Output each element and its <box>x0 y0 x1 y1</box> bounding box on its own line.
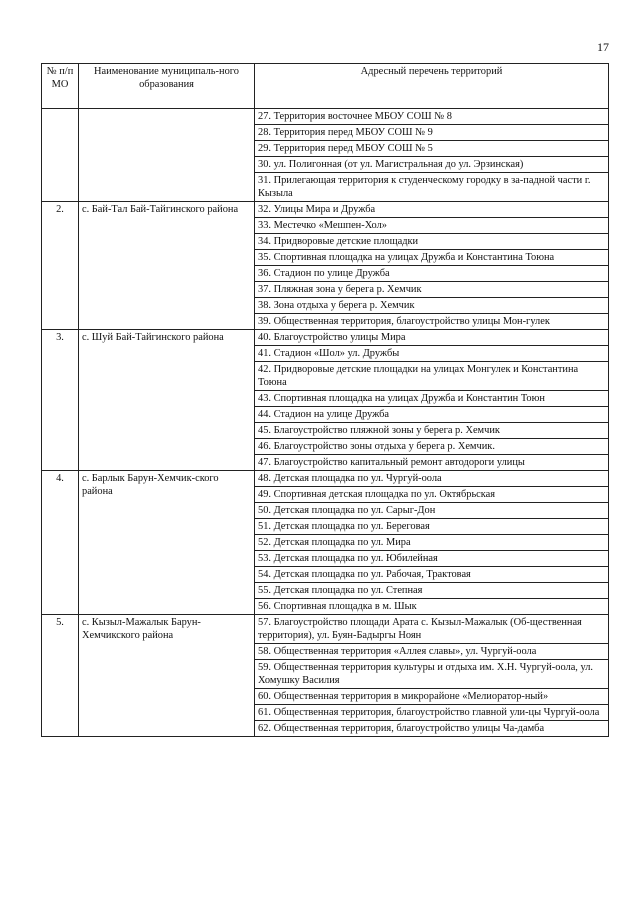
territory-item: 30. ул. Полигонная (от ул. Магистральная до ул. Эрзинская) <box>255 157 609 173</box>
table-body <box>42 109 609 737</box>
territory-item: 31. Прилегающая территория к студенческому городку в за-падной части г. Кызыла <box>255 173 609 202</box>
mo-name: с. Кызыл-Мажалык Барун-Хемчикского района <box>79 615 255 737</box>
table-row <box>42 330 609 346</box>
territory-item: 50. Детская площадка по ул. Сарыг-Дон <box>255 503 609 519</box>
mo-number: 3. <box>42 330 79 471</box>
territory-item: 58. Общественная территория «Аллея славы», ул. Чургуй-оола <box>255 644 609 660</box>
table-row <box>42 202 609 218</box>
mo-number-cell <box>42 109 79 202</box>
territory-item: 35. Спортивная площадка на улицах Дружба и Константина Тоюна <box>255 250 609 266</box>
table-header-row <box>42 64 609 109</box>
territory-item: 46. Благоустройство зоны отдыха у берега р. Хемчик. <box>255 439 609 455</box>
header-addresses: Адресный перечень территорий <box>255 64 609 109</box>
territory-item: 28. Территория перед МБОУ СОШ № 9 <box>255 125 609 141</box>
territory-item: 57. Благоустройство площади Арата с. Кызыл-Мажалык (Об-щественная территория), ул. Буян-Бадыргы Ноян <box>255 615 609 644</box>
table-row <box>42 109 609 125</box>
page-number: 17 <box>597 40 609 54</box>
header-number: № п/п МО <box>42 64 79 109</box>
territory-item: 40. Благоустройство улицы Мира <box>255 330 609 346</box>
mo-number: 4. <box>42 471 79 615</box>
mo-name: с. Барлык Барун-Хемчик-ского района <box>79 471 255 615</box>
territory-item: 36. Стадион по улице Дружба <box>255 266 609 282</box>
territory-item: 59. Общественная территория культуры и отдыха им. Х.Н. Чургуй-оола, ул. Хомушку Василия <box>255 660 609 689</box>
territory-item: 54. Детская площадка по ул. Рабочая, Трактовая <box>255 567 609 583</box>
territory-item: 53. Детская площадка по ул. Юбилейная <box>255 551 609 567</box>
territory-item: 51. Детская площадка по ул. Береговая <box>255 519 609 535</box>
table-row <box>42 471 609 487</box>
territory-item: 27. Территория восточнее МБОУ СОШ № 8 <box>255 109 609 125</box>
territory-table <box>41 63 609 737</box>
territory-item: 38. Зона отдыха у берега р. Хемчик <box>255 298 609 314</box>
territory-item: 62. Общественная территория, благоустройство улицы Ча-дамба <box>255 721 609 737</box>
territory-item: 43. Спортивная площадка на улицах Дружба и Константин Тоюн <box>255 391 609 407</box>
territory-item: 29. Территория перед МБОУ СОШ № 5 <box>255 141 609 157</box>
mo-name: с. Шуй Бай-Тайгинского района <box>79 330 255 471</box>
territory-item: 60. Общественная территория в микрорайоне «Мелиоратор-ный» <box>255 689 609 705</box>
territory-item: 42. Придворовые детские площадки на улицах Монгулек и Константина Тоюна <box>255 362 609 391</box>
mo-name: с. Бай-Тал Бай-Тайгинского района <box>79 202 255 330</box>
territory-item: 44. Стадион на улице Дружба <box>255 407 609 423</box>
territory-item: 45. Благоустройство пляжной зоны у берега р. Хемчик <box>255 423 609 439</box>
territory-item: 33. Местечко «Мешпен-Хол» <box>255 218 609 234</box>
territory-item: 61. Общественная территория, благоустройство главной ули-цы Чургуй-оола <box>255 705 609 721</box>
territory-item: 39. Общественная территория, благоустройство улицы Мон-гулек <box>255 314 609 330</box>
territory-item: 47. Благоустройство капитальный ремонт автодороги улицы <box>255 455 609 471</box>
table-row <box>42 615 609 644</box>
territory-item: 34. Придворовые детские площадки <box>255 234 609 250</box>
territory-item: 32. Улицы Мира и Дружба <box>255 202 609 218</box>
territory-item: 55. Детская площадка по ул. Степная <box>255 583 609 599</box>
mo-name-cell <box>79 109 255 202</box>
territory-item: 41. Стадион «Шол» ул. Дружбы <box>255 346 609 362</box>
mo-number: 2. <box>42 202 79 330</box>
mo-number: 5. <box>42 615 79 737</box>
territory-item: 49. Спортивная детская площадка по ул. Октябрьская <box>255 487 609 503</box>
header-name: Наименование муниципаль-ного образования <box>79 64 255 109</box>
territory-item: 37. Пляжная зона у берега р. Хемчик <box>255 282 609 298</box>
territory-item: 48. Детская площадка по ул. Чургуй-оола <box>255 471 609 487</box>
territory-item: 56. Спортивная площадка в м. Шык <box>255 599 609 615</box>
territory-item: 52. Детская площадка по ул. Мира <box>255 535 609 551</box>
